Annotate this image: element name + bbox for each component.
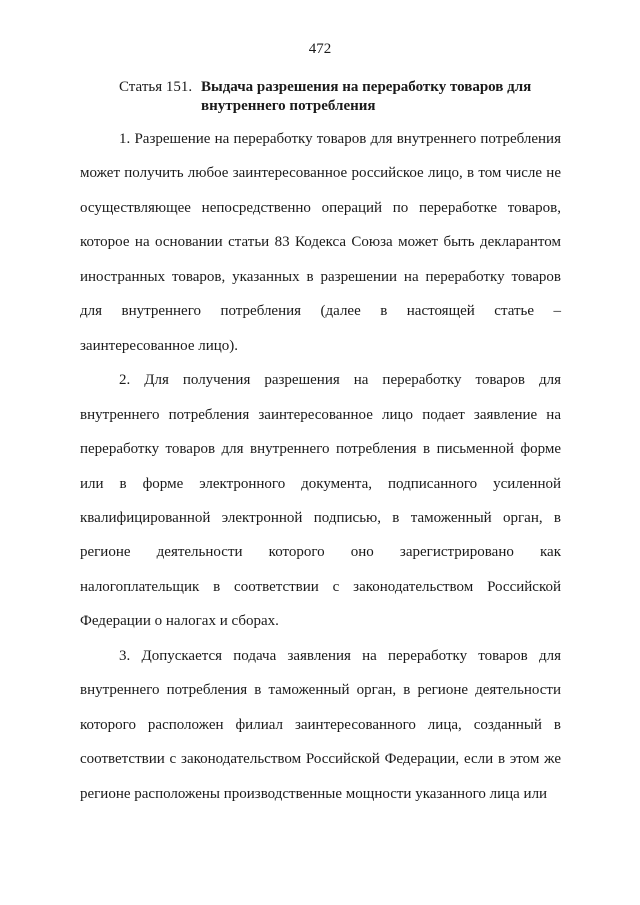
article-body	[80, 122, 561, 811]
article-number: Статья 151.	[119, 79, 193, 95]
article-title: Выдача разрешения на переработку товаров для внутреннего потребления	[201, 79, 532, 114]
paragraph-2: 2. Для получения разрешения на переработку товаров для внутреннего потребления заинтересованное лицо подает заявление на переработку товаров для внутреннего потребления в письменной форме или в форме электронного документа, подписанного усиленной квалифицированной электронной подписью, в таможенный орган, в регионе деятельности которого оно зарегистрировано как налогоплательщик в соответствии с законодательством Российской Федерации о налогах и сборах.	[80, 372, 561, 630]
page-number: 472	[308, 41, 332, 57]
paragraph-1: 1. Разрешение на переработку товаров для внутреннего потребления может получить любое заинтересованное российское лицо, в том числе не осуществляющее непосредственно операций по переработке товаров, которое на основании статьи 83 Кодекса Союза может быть декларантом иностранных товаров, указанных в разрешении на переработку товаров для внутреннего потребления (далее в настоящей статье – заинтересованное лицо).	[80, 131, 561, 354]
paragraph-3: 3. Допускается подача заявления на переработку товаров для внутреннего потребления в таможенный орган, в регионе деятельности которого расположен филиал заинтересованного лица, созданный в соответствии с законодательством Российской Федерации, если в этом же регионе расположены производственные мощности указанного лица или	[80, 647, 561, 802]
